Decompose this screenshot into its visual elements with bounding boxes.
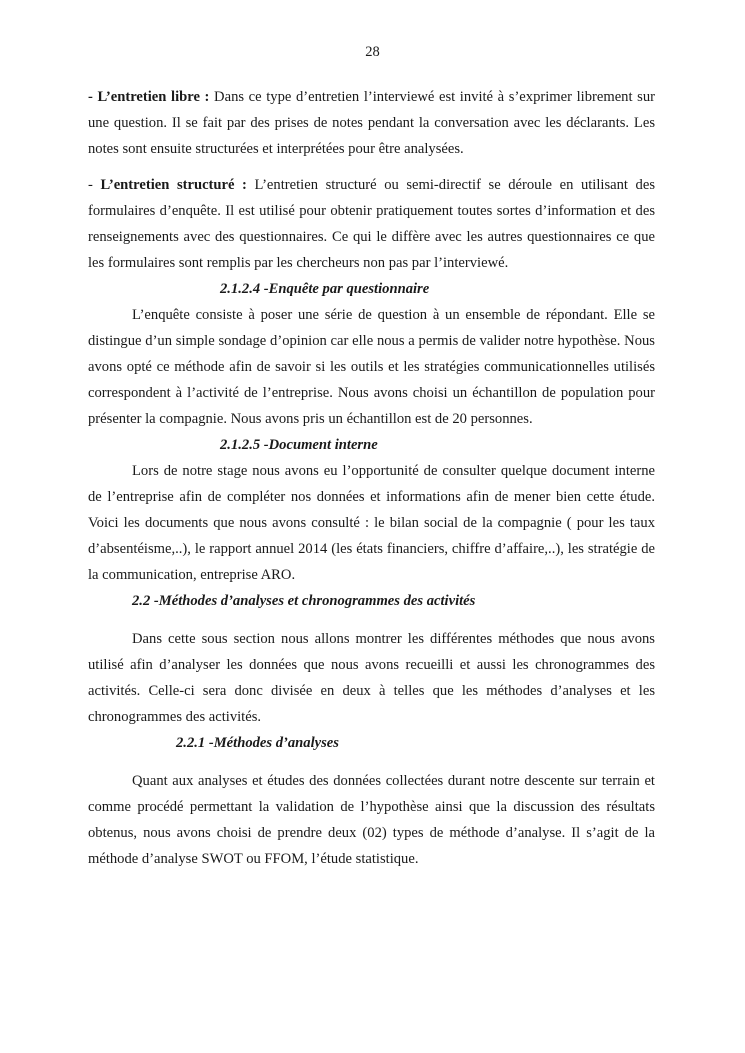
paragraph-document-interne: Lors de notre stage nous avons eu l’opportunité de consulter quelque document interne de l’entreprise afin de compléter nos données et informations afin de mener bien cette étude. Voici les documents que nous avons consulté : le bilan social de la compagnie ( pour les taux d’absentéisme,..), le rapport annuel 2014 (les états financiers, chiffre d’affaire,..), les stratégie de la communication, entreprise ARO. bbox=[88, 463, 655, 583]
page-number: 28 bbox=[365, 44, 380, 60]
paragraph-entretien-structure bbox=[88, 172, 655, 276]
heading-document-interne: 2.1.2.5 -Document interne bbox=[220, 437, 378, 453]
term-entretien-structure: L’entretien structuré : bbox=[100, 177, 247, 193]
heading-methodes-chronogrammes: 2.2 -Méthodes d’analyses et chronogrammes des activités bbox=[132, 593, 476, 609]
paragraph-sous-section: Dans cette sous section nous allons montrer les différentes méthodes que nous avons utilisé afin d’analyser les données que nous avons recueilli et aussi les chronogrammes des activités. Celle-ci sera donc divisée en deux à telles que les méthodes d’analyses et les chronogrammes des activités. bbox=[88, 631, 655, 725]
term-entretien-libre: - L’entretien libre : bbox=[88, 89, 210, 105]
paragraph-text: L’entretien structuré ou semi-directif se déroule en utilisant des formulaires d’enquête. Il est utilisé pour obtenir pratiquement toutes sortes d’information et des renseignements avec des questionnaires. Ce qui le diffère avec les autres questionnaires ce que les formulaires sont remplis par les chercheurs non pas par l’interviewé. bbox=[88, 177, 655, 271]
heading-enquete-questionnaire: 2.1.2.4 -Enquête par questionnaire bbox=[220, 281, 430, 297]
list-dash: - bbox=[88, 177, 101, 193]
paragraph-analyses: Quant aux analyses et études des données collectées durant notre descente sur terrain et comme procédé permettant la validation de l’hypothèse ainsi que la discussion des résultats obtenus, nous avons choisi de prendre deux (02) types de méthode d’analyse. Il s’agit de la méthode d’analyse SWOT ou FFOM, l’étude statistique. bbox=[88, 773, 655, 867]
paragraph-enquete: L’enquête consiste à poser une série de question à un ensemble de répondant. Elle se distingue d’un simple sondage d’opinion car elle nous a permis de valider notre hypothèse. Nous avons opté ce méthode afin de savoir si les outils et les stratégies communicationnelles utilisés correspondent à l’activité de l’entreprise. Nous avons choisi un échantillon de population pour présenter la compagnie. Nous avons pris un échantillon est de 20 personnes. bbox=[88, 307, 655, 427]
heading-methodes-analyses: 2.2.1 -Méthodes d’analyses bbox=[176, 735, 339, 751]
page-content bbox=[88, 84, 655, 872]
paragraph-text: Dans ce type d’entretien l’interviewé est invité à s’exprimer librement sur une question. Il se fait par des prises de notes pendant la conversation avec les déclarants. Les notes sont ensuite structurées et interprétées pour être analysées. bbox=[88, 89, 655, 157]
paragraph-entretien-libre bbox=[88, 84, 655, 162]
